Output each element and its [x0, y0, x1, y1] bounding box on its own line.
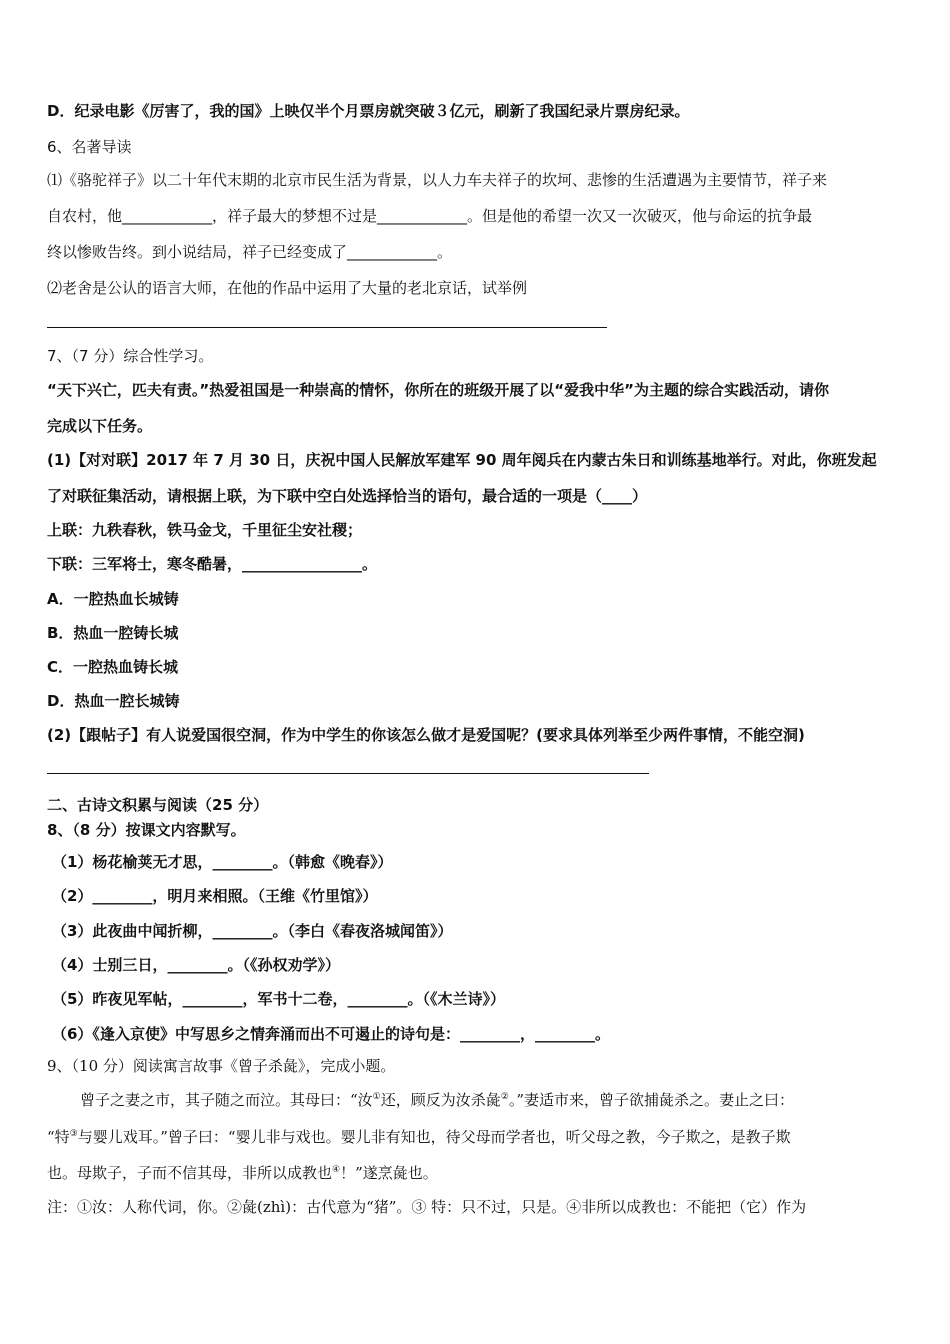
q9-text-line3: [47, 1163, 438, 1183]
q9-text-2b: 与婴儿戏耳。”曾子曰：“婴儿非与戏也。婴儿非有知也，待父母而学者也，听父母之教，今子欺之，是教子欺: [77, 1128, 791, 1146]
q7-part1-line2: 了对联征集活动，请根据上联，为下联中空白处选择恰当的语句，最合适的一项是（____）: [47, 487, 648, 505]
q9-notes: 注：①汝：人称代词，你。②彘(zhì)：古代意为“猪”。③ 特：只不过，只是。④非所以成教也：不能把（它）作为: [47, 1198, 807, 1216]
q8-item-1: （1）杨花榆荚无才思，________。（韩愈《晚春》）: [52, 853, 393, 871]
q9-text-1a: 曾子之妻之市，其子随之而泣。其母曰：“汝: [80, 1091, 373, 1109]
q5-option-d-prefix: D．: [47, 102, 75, 120]
q7-answer-line: [47, 773, 649, 774]
q9-text-3b: ！”遂烹彘也。: [340, 1164, 438, 1182]
q9-heading: 9、（10 分）阅读寓言故事《曾子杀彘》，完成小题。: [47, 1057, 396, 1075]
q8-item-6: （6）《逢入京使》中写思乡之情奔涌而出不可遏止的诗句是：________，________。: [52, 1025, 610, 1043]
q7-option-b: B．热血一腔铸长城: [47, 624, 179, 642]
q7-heading: 7、（7 分）综合性学习。: [47, 347, 214, 365]
q5-option-d-text: 纪录电影《厉害了，我的国》上映仅半个月票房就突破３亿元，刷新了我国纪录片票房纪录。: [74, 102, 690, 120]
q7-couplet-lower: 下联：三军将士，寒冬酷暑，________________。: [47, 555, 378, 573]
q7-part1-line1: (1)【对对联】2017 年 7 月 30 日，庆祝中国人民解放军建军 90 周年阅兵在内蒙古朱日和训练基地举行。对此，你班发起: [47, 451, 877, 469]
footnote-marker-4: ④: [332, 1165, 341, 1175]
q6-part1-line1: ⑴《骆驼祥子》以二十年代末期的北京市民生活为背景，以人力车夫祥子的坎坷、悲惨的生活遭遇为主要情节，祥子来: [47, 171, 828, 189]
q7-option-c: C．一腔热血铸长城: [47, 658, 179, 676]
q7-part2-line1: (2)【跟帖子】有人说爱国很空洞，作为中学生的你该怎么做才是爱国呢？(要求具体列举至少两件事情，不能空洞): [47, 726, 805, 744]
q6-part1-line2: 自农村，他____________，祥子最大的梦想不过是____________。但是他的希望一次又一次破灭，他与命运的抗争最: [47, 207, 813, 225]
footnote-marker-1: ①: [372, 1092, 381, 1102]
q7-option-d: D．热血一腔长城铸: [47, 692, 180, 710]
q8-item-3: （3）此夜曲中闻折柳，________。（李白《春夜洛城闻笛》）: [52, 922, 453, 940]
q9-text-2a: “特: [47, 1128, 70, 1146]
q9-text-1b: 还，顾反为汝杀彘: [380, 1091, 501, 1109]
q9-text-3a: 也。母欺子，子而不信其母，非所以成教也: [47, 1164, 333, 1182]
q6-answer-line: [47, 327, 607, 328]
q7-intro-line1: “天下兴亡，匹夫有责。”热爱祖国是一种崇高的情怀，你所在的班级开展了以“爱我中华”为主题的综合实践活动，请你: [47, 381, 829, 399]
q8-item-5: （5）昨夜见军帖，________，军书十二卷，________。（《木兰诗》）: [52, 990, 505, 1008]
footnote-marker-2: ②: [500, 1092, 509, 1102]
q8-item-4: （4）士别三日，________。（《孙权劝学》）: [52, 956, 340, 974]
section2-heading: 二、古诗文积累与阅读（25 分）: [47, 796, 269, 814]
q6-part2-line1: ⑵老舍是公认的语言大师，在他的作品中运用了大量的老北京话，试举例: [47, 279, 528, 297]
q8-heading: 8、（8 分）按课文内容默写。: [47, 821, 246, 839]
footnote-marker-3: ③: [69, 1129, 78, 1139]
q9-text-line1: [80, 1090, 794, 1110]
q9-text-1c: 。”妻适市来，曾子欲捕彘杀之。妻止之曰：: [508, 1091, 795, 1109]
q8-item-2: （2）________，明月来相照。（王维《竹里馆》）: [52, 887, 378, 905]
q7-intro-line2: 完成以下任务。: [47, 417, 153, 435]
q7-couplet-upper: 上联：九秩春秋，铁马金戈，千里征尘安社稷；: [47, 521, 363, 539]
q9-text-line2: [47, 1127, 791, 1147]
q6-part1-line3: 终以惨败告终。到小说结局，祥子已经变成了____________。: [47, 243, 453, 261]
q5-option-d: [47, 101, 689, 121]
q7-option-a: A．一腔热血长城铸: [47, 590, 179, 608]
q6-heading: 6、名著导读: [47, 138, 132, 156]
